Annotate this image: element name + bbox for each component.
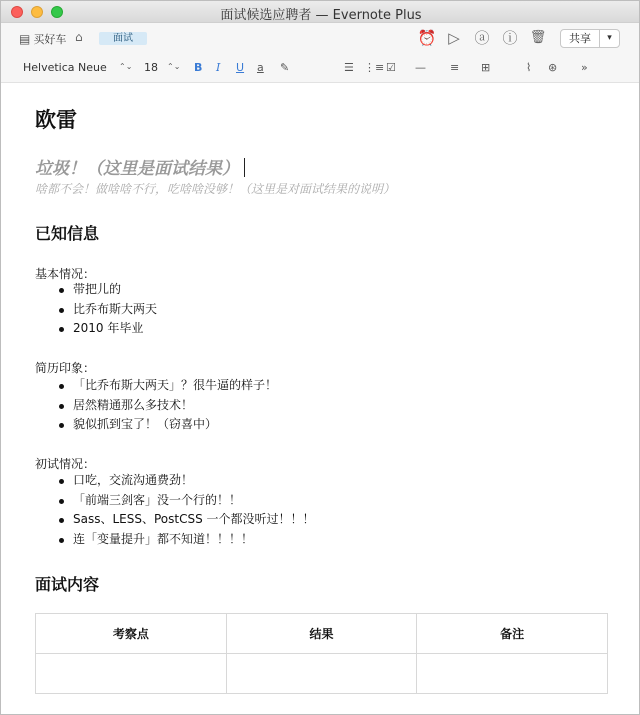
numbered-list-icon[interactable]: ⋮≡ bbox=[364, 61, 385, 74]
share-button[interactable]: 共享 bbox=[560, 29, 600, 48]
first-list bbox=[59, 471, 315, 549]
tag-icon[interactable]: ⌂ bbox=[75, 30, 83, 44]
chevron-down-icon[interactable]: ▾ bbox=[599, 29, 620, 48]
trash-icon[interactable]: 🗑 bbox=[529, 30, 547, 45]
format-toolbar bbox=[1, 53, 640, 83]
note-toolbar bbox=[1, 23, 640, 53]
record-icon[interactable]: ⊛ bbox=[548, 61, 558, 74]
font-size-select[interactable]: 18 bbox=[144, 61, 158, 74]
list-item: 带把儿的 bbox=[59, 280, 157, 300]
table-cell[interactable] bbox=[226, 654, 417, 694]
verdict-text: 垃圾！（这里是面试结果） bbox=[35, 159, 239, 179]
bold-icon[interactable]: B bbox=[194, 61, 203, 74]
interview-table[interactable] bbox=[35, 613, 608, 694]
checkbox-icon[interactable]: ☑ bbox=[386, 61, 396, 74]
window-title: 面试候选应聘者 — Evernote Plus bbox=[220, 8, 422, 23]
underline-icon[interactable]: U bbox=[236, 61, 245, 74]
tag-chip[interactable]: 面试 bbox=[99, 32, 147, 45]
bulleted-list-icon[interactable]: ☰ bbox=[344, 61, 354, 74]
info-icon[interactable]: ⓘ bbox=[502, 29, 518, 47]
at-sign-icon[interactable]: ⓐ bbox=[474, 29, 490, 47]
first-label: 初试情况： bbox=[35, 457, 96, 471]
list-item: 口吃，交流沟通费劲！ bbox=[59, 471, 315, 491]
title-bar bbox=[1, 1, 640, 23]
list-item: 貌似抓到宝了！（窃喜中） bbox=[59, 415, 277, 435]
align-icon[interactable]: ≡ bbox=[450, 61, 460, 74]
attachment-icon[interactable]: ⌇ bbox=[526, 61, 532, 74]
basic-list bbox=[59, 280, 157, 339]
notebook-name: 买好车 bbox=[33, 33, 67, 46]
text-caret bbox=[244, 158, 245, 177]
text-color-icon[interactable]: a bbox=[257, 61, 264, 74]
table-icon[interactable]: ⊞ bbox=[481, 61, 491, 74]
list-item: 2010 年毕业 bbox=[59, 319, 157, 339]
table-header-cell[interactable]: 备注 bbox=[417, 614, 608, 654]
table-cell[interactable] bbox=[36, 654, 227, 694]
list-item: 居然精通那么多技术！ bbox=[59, 396, 277, 416]
section-heading-known: 已知信息 bbox=[35, 224, 100, 243]
basic-label: 基本情况： bbox=[35, 267, 96, 281]
list-item: 「前端三剑客」没一个行的！！ bbox=[59, 491, 315, 511]
verdict-note: 啥都不会！做啥啥不行，吃啥啥没够！（这里是对面试结果的说明） bbox=[35, 182, 396, 196]
font-family-select[interactable]: Helvetica Neue bbox=[23, 61, 107, 74]
italic-icon[interactable]: I bbox=[216, 61, 221, 74]
table-header-cell[interactable]: 结果 bbox=[226, 614, 417, 654]
note-title[interactable]: 欧雷 bbox=[35, 108, 77, 132]
notebook-icon: ▤ bbox=[19, 32, 31, 46]
list-item: 比乔布斯大两天 bbox=[59, 300, 157, 320]
notebook-selector[interactable] bbox=[19, 31, 66, 47]
size-stepper-icon[interactable]: ⌃⌄ bbox=[167, 62, 181, 71]
list-item: 连「变量提升」都不知道！！！！ bbox=[59, 530, 315, 550]
list-item: 「比乔布斯大两天」？很牛逼的样子！ bbox=[59, 376, 277, 396]
font-stepper-icon[interactable]: ⌃⌄ bbox=[119, 62, 133, 71]
verdict-line[interactable] bbox=[35, 154, 245, 179]
alarm-clock-icon[interactable]: ⏰ bbox=[417, 29, 437, 47]
resume-list bbox=[59, 376, 277, 435]
table-cell[interactable] bbox=[417, 654, 608, 694]
note-editor[interactable] bbox=[1, 84, 640, 715]
highlight-icon[interactable]: ✎ bbox=[280, 61, 290, 74]
more-icon[interactable]: » bbox=[581, 61, 588, 74]
table-header-row bbox=[36, 614, 608, 654]
presentation-icon[interactable]: ▷ bbox=[448, 29, 460, 47]
table-header-cell[interactable]: 考察点 bbox=[36, 614, 227, 654]
resume-label: 简历印象： bbox=[35, 361, 96, 375]
table-row bbox=[36, 654, 608, 694]
list-item: Sass、LESS、PostCSS 一个都没听过！！！ bbox=[59, 510, 315, 530]
horizontal-rule-icon[interactable]: — bbox=[415, 61, 426, 74]
section-heading-interview: 面试内容 bbox=[35, 575, 100, 594]
